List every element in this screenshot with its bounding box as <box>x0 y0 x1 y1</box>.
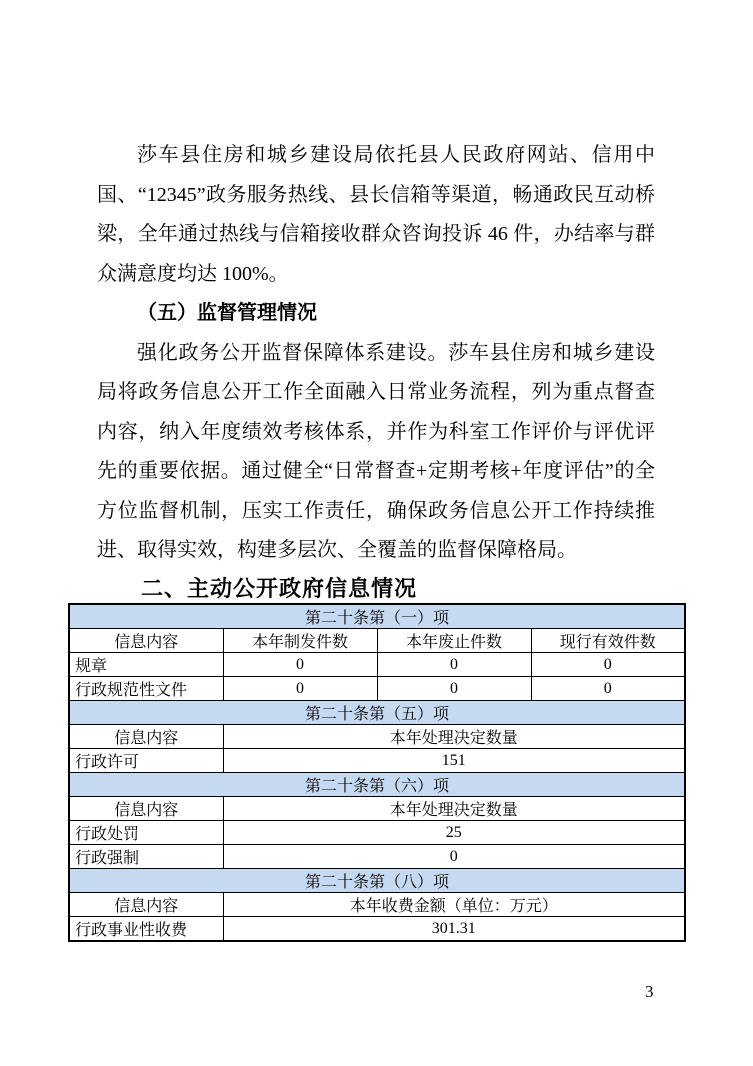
paragraph-supervision-system: 强化政务公开监督保障体系建设。莎车县住房和城乡建设局将政务信息公开工作全面融入日常业务流程，列为重点督查内容，纳入年度绩效考核体系，并作为科室工作评价与评优评先的重要依据。通过健全“日常督查+定期考核+年度评估”的全方位监督机制，压实工作责任，确保政务信息公开工作持续推进、取得实效，构建多层次、全覆盖的监督保障格局。 <box>97 341 655 561</box>
table-value-cell: 301.31 <box>223 917 685 942</box>
table-row <box>69 653 685 677</box>
disclosure-statistics-table <box>68 603 686 942</box>
page-number: 3 <box>645 982 654 1001</box>
table-row <box>69 749 685 773</box>
table-row-label: 行政许可 <box>69 749 223 773</box>
table-value-cell: 0 <box>377 677 531 701</box>
table-band-row <box>69 773 685 797</box>
table-row <box>69 917 685 942</box>
table-value-cell: 151 <box>223 749 685 773</box>
table-band-row <box>69 604 685 629</box>
table-header-cell: 本年处理决定数量 <box>223 797 685 821</box>
table-row-label: 行政强制 <box>69 845 223 869</box>
table-header-cell: 信息内容 <box>69 893 223 917</box>
table-header-row <box>69 893 685 917</box>
document-body <box>97 136 655 603</box>
table-value-cell: 0 <box>377 653 531 677</box>
table-row-label: 规章 <box>69 653 223 677</box>
table-header-cell: 信息内容 <box>69 797 223 821</box>
table-row <box>69 821 685 845</box>
table-header-row <box>69 629 685 653</box>
table-header-cell: 本年处理决定数量 <box>223 725 685 749</box>
table-header-cell: 信息内容 <box>69 725 223 749</box>
table-header-row <box>69 797 685 821</box>
section-heading-proactive-disclosure: 二、主动公开政府信息情况 <box>141 575 418 601</box>
table-row-label: 行政处罚 <box>69 821 223 845</box>
table-header-cell: 本年废止件数 <box>377 629 531 653</box>
table-value-cell: 25 <box>223 821 685 845</box>
table-value-cell: 0 <box>531 653 685 677</box>
table-value-cell: 0 <box>223 845 685 869</box>
table-header-cell: 本年制发件数 <box>223 629 377 653</box>
section-heading-supervision: （五）监督管理情况 <box>137 302 317 324</box>
table-header-cell: 本年收费金额（单位：万元） <box>223 893 685 917</box>
paragraph-interaction-channels: 莎车县住房和城乡建设局依托县人民政府网站、信用中国、“12345”政务服务热线、县长信箱等渠道，畅通政民互动桥梁，全年通过热线与信箱接收群众咨询投诉 46 件，办结率与群众满意度均达 100%。 <box>97 144 655 285</box>
table-value-cell: 0 <box>531 677 685 701</box>
table-value-cell: 0 <box>223 653 377 677</box>
table-row-label: 行政事业性收费 <box>69 917 223 942</box>
table-row <box>69 845 685 869</box>
table-value-cell: 0 <box>223 677 377 701</box>
table-band-row <box>69 701 685 725</box>
table-row <box>69 677 685 701</box>
table-band-label: 第二十条第（一）项 <box>69 604 685 629</box>
table-header-cell: 现行有效件数 <box>531 629 685 653</box>
table-band-row <box>69 869 685 893</box>
table-band-label: 第二十条第（五）项 <box>69 701 685 725</box>
table-row-label: 行政规范性文件 <box>69 677 223 701</box>
table-band-label: 第二十条第（八）项 <box>69 869 685 893</box>
table-band-label: 第二十条第（六）项 <box>69 773 685 797</box>
table-header-row <box>69 725 685 749</box>
table-header-cell: 信息内容 <box>69 629 223 653</box>
